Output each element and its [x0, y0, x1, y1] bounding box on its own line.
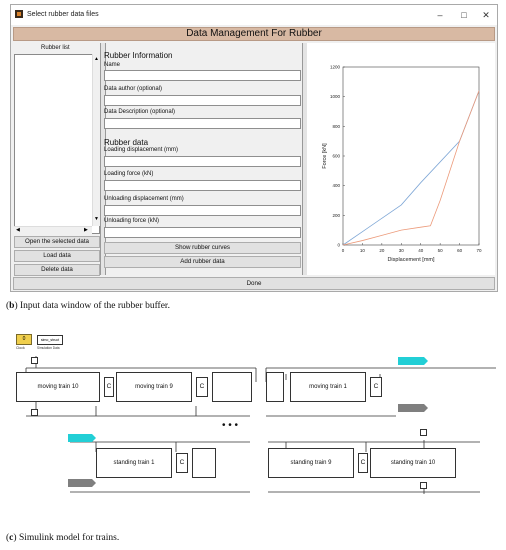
caption-c-label: c [9, 533, 14, 543]
rubber-list-title: Rubber list [41, 45, 70, 51]
caption-b-label: b [9, 301, 15, 311]
matlab-app-icon [15, 10, 23, 18]
caption-b-text: Input data window of the rubber buffer. [17, 301, 170, 311]
data-description-label: Data Description (optional) [104, 109, 176, 115]
show-rubber-curves-button[interactable]: Show rubber curves [104, 242, 301, 254]
moving-train-truncated-block[interactable] [266, 372, 284, 402]
plot-area [343, 67, 479, 245]
name-input[interactable] [104, 70, 301, 81]
moving-train-truncated-block[interactable] [212, 372, 252, 402]
data-author-label: Data author (optional) [104, 86, 163, 92]
coupler-block[interactable]: C [196, 377, 208, 397]
standing-train-10-block[interactable]: standing train 10 [370, 448, 456, 478]
x-tick-label: 40 [418, 248, 424, 253]
moving-train-1-block[interactable]: moving train 1 [290, 372, 366, 402]
standing-train-1-block[interactable]: standing train 1 [96, 448, 172, 478]
inport-cyan-bottom [68, 434, 96, 442]
y-tick-label: 200 [332, 212, 340, 218]
coupler-block[interactable]: C [370, 377, 382, 397]
outport-gray-top [398, 404, 428, 412]
loading-displacement-label: Loading displacement (mm) [104, 147, 179, 153]
y-tick-label: 1200 [329, 64, 340, 70]
y-tick-label: 1000 [329, 94, 340, 100]
caption-b: (b) Input data window of the rubber buffer. [6, 301, 170, 311]
y-tick-label: 400 [332, 183, 340, 189]
x-tick-label: 30 [398, 248, 404, 253]
data-author-input[interactable] [104, 95, 301, 106]
unloading-displacement-input[interactable] [104, 205, 301, 216]
top-left-out-scope-icon[interactable] [31, 409, 38, 416]
scroll-up-icon[interactable]: ▲ [94, 56, 99, 62]
x-tick-label: 20 [379, 248, 385, 253]
standing-train-9-block[interactable]: standing train 9 [268, 448, 354, 478]
x-tick-label: 70 [476, 248, 482, 253]
x-tick-label: 60 [457, 248, 463, 253]
unloading-force-label: Unloading force (kN) [104, 218, 160, 224]
top-left-scope-icon[interactable] [31, 357, 38, 364]
y-tick-label: 800 [332, 123, 340, 129]
x-tick-label: 0 [341, 248, 345, 253]
coupler-block[interactable]: C [358, 453, 368, 473]
rubber-list-panel [13, 43, 107, 273]
minimize-button[interactable]: – [437, 10, 443, 20]
scroll-down-icon[interactable]: ▼ [94, 216, 99, 222]
simulation-data-block[interactable]: simo_struct [37, 335, 63, 345]
simulink-model [0, 322, 506, 522]
rubber-data-window [10, 4, 498, 292]
clock-label: Clock [16, 346, 25, 350]
done-button[interactable]: Done [13, 277, 495, 290]
caption-c: (c) Simulink model for trains. [6, 533, 120, 543]
bottom-right-out-scope-icon[interactable] [420, 482, 427, 489]
window-title: Select rubber data files [27, 11, 99, 18]
load-data-button[interactable]: Load data [14, 250, 100, 262]
window-header: Data Management For Rubber [13, 27, 495, 41]
unloading-force-input[interactable] [104, 227, 301, 238]
maximize-button[interactable]: □ [461, 10, 467, 20]
rubber-curve-chart-panel [307, 43, 495, 275]
loading-force-input[interactable] [104, 180, 301, 191]
rubber-listbox[interactable] [14, 54, 100, 234]
inport-gray-bottom [68, 479, 96, 487]
ellipsis: • • • [222, 420, 239, 431]
coupler-block[interactable]: C [104, 377, 114, 397]
x-tick-label: 50 [437, 248, 443, 253]
outport-cyan-top [398, 357, 428, 365]
title-bar [11, 5, 497, 25]
loading-displacement-input[interactable] [104, 156, 301, 167]
rubber-data-heading: Rubber data [104, 138, 149, 147]
loading-force-label: Loading force (kN) [104, 171, 154, 177]
add-rubber-data-button[interactable]: Add rubber data [104, 256, 301, 268]
rubber-information-heading: Rubber Information [104, 51, 173, 60]
x-tick-label: 10 [359, 248, 365, 253]
scroll-right-icon[interactable]: ▶ [84, 227, 88, 233]
name-label: Name [104, 62, 121, 68]
list-horizontal-scrollbar[interactable] [14, 226, 92, 235]
close-button[interactable]: ✕ [482, 10, 490, 20]
data-description-input[interactable] [104, 118, 301, 129]
standing-train-truncated-block[interactable] [192, 448, 216, 478]
caption-c-text: Simulink model for trains. [16, 533, 120, 543]
simulink-wiring [0, 322, 506, 522]
y-tick-label: 600 [332, 153, 340, 159]
moving-train-9-block[interactable]: moving train 9 [116, 372, 192, 402]
moving-train-10-block[interactable]: moving train 10 [16, 372, 100, 402]
scroll-left-icon[interactable]: ◀ [16, 227, 20, 233]
x-axis-label: Displacement [mm] [387, 257, 435, 263]
rubber-form-panel [103, 43, 302, 275]
simulation-data-label: Simulation Data [37, 346, 60, 350]
unloading-displacement-label: Unloading displacement (mm) [104, 196, 184, 202]
clock-block[interactable]: 0 [16, 334, 32, 345]
y-tick-label: 0 [337, 242, 340, 248]
rubber-curve-chart [307, 43, 495, 275]
bottom-right-scope-icon[interactable] [420, 429, 427, 436]
open-selected-data-button[interactable]: Open the selected data [14, 236, 100, 248]
coupler-block[interactable]: C [176, 453, 188, 473]
delete-data-button[interactable]: Delete data [14, 264, 100, 276]
y-axis-label: Force [kN] [322, 143, 328, 169]
